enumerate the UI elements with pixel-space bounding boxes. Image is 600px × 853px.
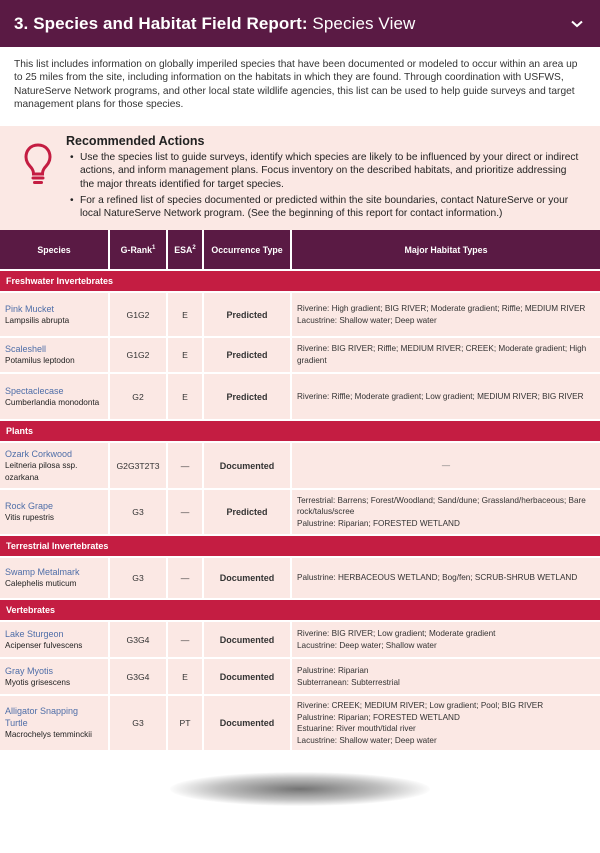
grank-cell: G1G2: [110, 336, 168, 372]
species-cell: [0, 657, 110, 694]
esa-cell: E: [168, 372, 204, 419]
grank-cell: G3G4: [110, 620, 168, 657]
grank-cell: G3: [110, 694, 168, 750]
table-row: [0, 657, 600, 694]
table-row: [0, 488, 600, 534]
col-header-species: Species: [0, 230, 110, 269]
habitat-line: Palustrine: Riparian: [297, 665, 369, 675]
species-common-name-link[interactable]: Ozark Corkwood: [5, 448, 73, 459]
grank-cell: G3: [110, 488, 168, 534]
habitat-cell: [292, 620, 600, 657]
section-title-sub: Species View: [307, 13, 416, 33]
section-title: [14, 14, 415, 34]
species-common-name-link[interactable]: Lake Sturgeon: [5, 628, 64, 639]
grank-cell: G3: [110, 556, 168, 598]
habitat-cell: [292, 372, 600, 419]
occurrence-cell: Documented: [204, 556, 292, 598]
group-label: Terrestrial Invertebrates: [0, 534, 600, 556]
occurrence-cell: Predicted: [204, 291, 292, 336]
recommended-action-item: • For a refined list of species documented or predicted within the site boundaries, contact NatureServe or your local NatureServe Network program. (See the beginning of this report for contact information.): [80, 194, 580, 221]
species-cell: [0, 694, 110, 750]
esa-cell: —: [168, 441, 204, 488]
table-header-row: [0, 230, 600, 269]
table-row: [0, 620, 600, 657]
table-row: [0, 556, 600, 598]
habitat-line: Lacustrine: Shallow water; Deep water: [297, 315, 437, 325]
habitat-line: —: [441, 460, 451, 470]
group-row: [0, 269, 600, 291]
species-common-name-link[interactable]: Spectaclecase: [5, 385, 64, 396]
esa-cell: PT: [168, 694, 204, 750]
habitat-line: Palustrine: Riparian; FORESTED WETLAND: [297, 518, 460, 528]
species-scientific-name: Macrochelys temminckii: [5, 730, 92, 740]
group-row: [0, 419, 600, 441]
recommended-actions-title: Recommended Actions: [66, 134, 205, 148]
habitat-line: Riverine: BIG RIVER; Riffle; MEDIUM RIVER; CREEK; Moderate gradient; High gradient: [297, 344, 587, 365]
habitat-cell: [292, 336, 600, 372]
chevron-down-icon[interactable]: [568, 15, 586, 33]
species-common-name-link[interactable]: Rock Grape: [5, 501, 54, 511]
intro-text: This list includes information on globally imperiled species that have been documented or modeled to occur within an area up to 25 miles from the site, including information on the habitats in which they are found. Through coordination with USFWS, NatureServe Network programs, and other local state wildlife agencies, this list can be used to help guide surveys and target management plans for those species.: [14, 59, 578, 111]
lightbulb-icon: [22, 142, 54, 186]
species-cell: [0, 620, 110, 657]
habitat-cell: [292, 291, 600, 336]
species-common-name-link[interactable]: Alligator Snapping Turtle: [5, 706, 79, 729]
page-shadow: [170, 772, 430, 806]
species-table-body: [0, 269, 600, 750]
species-cell: [0, 441, 110, 488]
recommended-action-item: • Use the species list to guide surveys, identify which species are likely to be influenced by your direct or indirect actions, and inform management plans. Focus inventory on the described habitats, and prioritize addressing the major threats identified for target species.: [80, 151, 580, 191]
species-scientific-name: Potamilus leptodon: [5, 356, 75, 365]
species-cell: [0, 556, 110, 598]
group-row: [0, 534, 600, 556]
grank-cell: G2G3T2T3: [110, 441, 168, 488]
species-scientific-name: Myotis grisescens: [5, 677, 71, 687]
species-cell: [0, 372, 110, 419]
species-scientific-name: Calephelis muticum: [5, 579, 77, 588]
habitat-cell: [292, 488, 600, 534]
col-header-esa: ESA$^2$: [168, 230, 204, 269]
habitat-cell: [292, 694, 600, 750]
table-row: [0, 694, 600, 750]
group-label: Vertebrates: [0, 598, 600, 620]
recommended-actions-list: [80, 151, 580, 223]
habitat-line: Subterranean: Subterrestrial: [297, 677, 400, 687]
habitat-line: Riverine: CREEK; MEDIUM RIVER; Low gradient; Pool; BIG RIVER: [297, 701, 544, 710]
habitat-cell: [292, 556, 600, 598]
occurrence-cell: Predicted: [204, 488, 292, 534]
species-cell: [0, 488, 110, 534]
species-cell: [0, 291, 110, 336]
habitat-line: Riverine: High gradient; BIG RIVER; Moderate gradient; Riffle; MEDIUM RIVER: [297, 303, 586, 313]
habitat-cell: [292, 657, 600, 694]
occurrence-cell: Documented: [204, 620, 292, 657]
esa-cell: E: [168, 336, 204, 372]
grank-cell: G1G2: [110, 291, 168, 336]
esa-cell: E: [168, 291, 204, 336]
species-table: [0, 230, 600, 750]
col-header-grank: G-Rank$^1$: [110, 230, 168, 269]
group-label: Freshwater Invertebrates: [0, 269, 600, 291]
section-header[interactable]: [0, 0, 600, 47]
occurrence-cell: Documented: [204, 441, 292, 488]
habitat-line: Riverine: BIG RIVER; Low gradient; Moderate gradient: [297, 628, 496, 638]
grank-cell: G2: [110, 372, 168, 419]
habitat-cell: [292, 441, 600, 488]
esa-cell: —: [168, 488, 204, 534]
habitat-line: Palustrine: HERBACEOUS WETLAND; Bog/fen; SCRUB-SHRUB WETLAND: [297, 573, 578, 583]
table-row: [0, 291, 600, 336]
habitat-line: Terrestrial: Barrens; Forest/Woodland; Sand/dune; Grassland/herbaceous; Bare rock/talus/scree: [297, 495, 586, 517]
species-scientific-name: Vitis rupestris: [5, 513, 54, 522]
habitat-line: Estuarine: River mouth/tidal river: [297, 724, 416, 734]
occurrence-cell: Documented: [204, 657, 292, 694]
table-row: [0, 336, 600, 372]
species-scientific-name: Lampsilis abrupta: [5, 315, 70, 325]
species-common-name-link[interactable]: Swamp Metalmark: [5, 567, 80, 577]
section-title-main: 3. Species and Habitat Field Report:: [14, 13, 308, 33]
occurrence-cell: Predicted: [204, 372, 292, 419]
species-scientific-name: Acipenser fulvescens: [5, 640, 83, 650]
table-row: [0, 441, 600, 488]
occurrence-cell: Documented: [204, 694, 292, 750]
group-label: Plants: [0, 419, 600, 441]
table-row: [0, 372, 600, 419]
esa-cell: E: [168, 657, 204, 694]
species-common-name-link[interactable]: Gray Myotis: [5, 665, 54, 676]
esa-cell: —: [168, 556, 204, 598]
habitat-line: Lacustrine: Shallow water; Deep water: [297, 735, 437, 745]
habitat-line: Palustrine: Riparian; FORESTED WETLAND: [297, 712, 460, 722]
esa-cell: —: [168, 620, 204, 657]
species-common-name-link[interactable]: Pink Mucket: [5, 303, 55, 314]
habitat-line: Lacustrine: Deep water; Shallow water: [297, 640, 437, 650]
grank-cell: G3G4: [110, 657, 168, 694]
species-common-name-link[interactable]: Scaleshell: [5, 344, 47, 354]
habitat-line: Riverine: Riffle; Moderate gradient; Low gradient; MEDIUM RIVER; BIG RIVER: [297, 391, 584, 401]
species-scientific-name: Cumberlandia monodonta: [5, 397, 100, 407]
occurrence-cell: Predicted: [204, 336, 292, 372]
col-header-habitat: Major Habitat Types: [292, 230, 600, 269]
species-cell: [0, 336, 110, 372]
col-header-occurrence: Occurrence Type: [204, 230, 292, 269]
species-scientific-name: Leitneria pilosa ssp. ozarkana: [5, 460, 78, 482]
group-row: [0, 598, 600, 620]
recommended-actions-panel: [0, 126, 600, 230]
